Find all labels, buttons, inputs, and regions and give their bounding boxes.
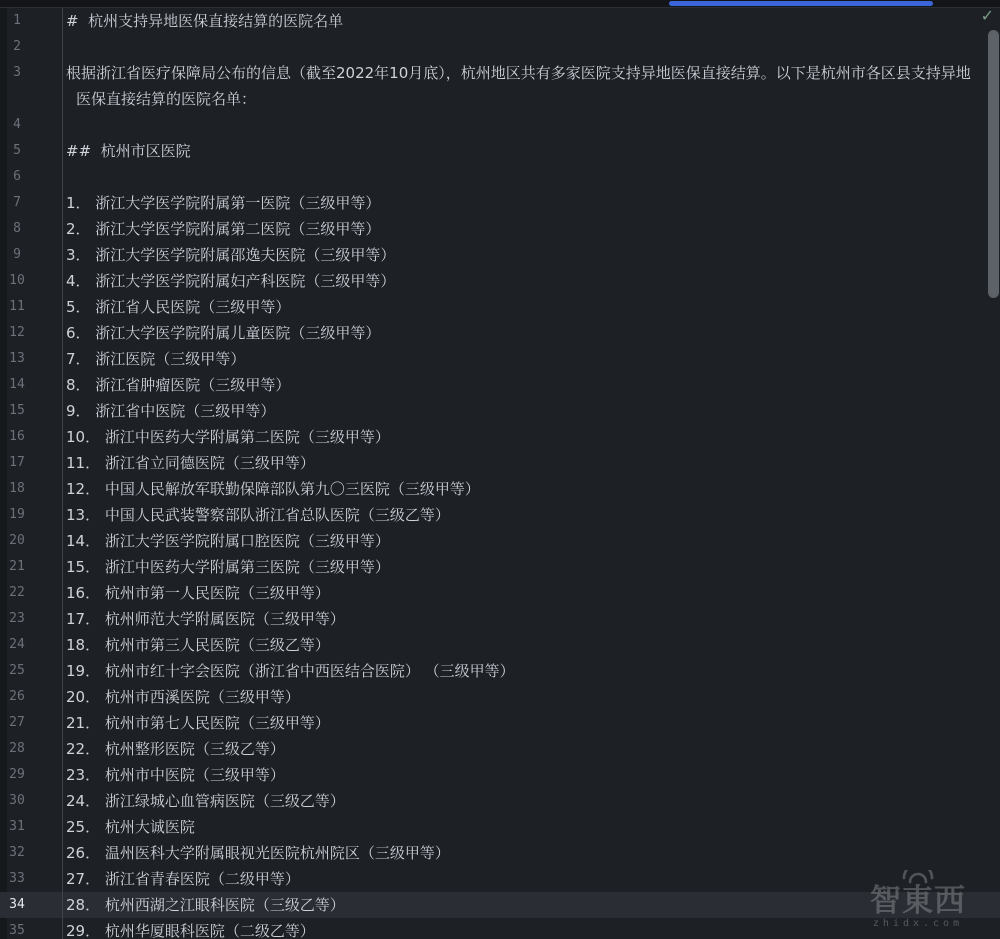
line-gutter [0,190,63,216]
line-text[interactable]: 26． 温州医科大学附属眼视光医院杭州院区（三级甲等） [66,844,450,862]
editor-line[interactable] [0,632,1000,658]
editor-line[interactable] [0,554,1000,580]
editor-line[interactable] [0,476,1000,502]
editor-line[interactable] [0,528,1000,554]
line-text[interactable]: 根据浙江省医疗保障局公布的信息（截至2022年10月底），杭州地区共有多家医院支持异地医保直接结算。以下是杭州市各区县支持异地医保直接结算的医院名单： [66,64,971,108]
line-gutter [0,424,63,450]
line-text[interactable]: 2． 浙江大学医学院附属第二医院（三级甲等） [66,220,381,238]
editor-line[interactable] [0,112,1000,138]
line-text[interactable]: 25． 杭州大诚医院 [66,818,195,836]
scrollbar[interactable] [987,8,1000,939]
line-gutter [0,138,63,164]
line-number: 3 [13,65,21,80]
line-gutter [0,814,63,840]
scrollbar-thumb[interactable] [988,30,999,298]
editor-line[interactable] [0,372,1000,398]
line-text[interactable]: 14． 浙江大学医学院附属口腔医院（三级甲等） [66,532,390,550]
line-number: 31 [9,819,25,834]
markdown-editor[interactable] [0,8,1000,939]
editor-line[interactable] [0,320,1000,346]
line-gutter [0,346,63,372]
line-gutter [0,554,63,580]
editor-line[interactable] [0,8,1000,34]
line-number: 16 [9,429,25,444]
editor-line[interactable] [0,840,1000,866]
line-number: 17 [9,455,25,470]
line-gutter [0,112,63,138]
line-number: 8 [13,221,21,236]
editor-line[interactable] [0,60,1000,112]
line-number: 22 [9,585,25,600]
line-gutter [0,294,63,320]
line-text[interactable]: 22． 杭州整形医院（三级乙等） [66,740,285,758]
editor-line[interactable] [0,736,1000,762]
editor-line[interactable] [0,190,1000,216]
line-number: 12 [9,325,25,340]
titlebar [0,0,1000,8]
line-text[interactable]: 24． 浙江绿城心血管病医院（三级乙等） [66,792,345,810]
line-number: 5 [13,143,21,158]
line-gutter [0,398,63,424]
line-text[interactable]: 16． 杭州市第一人民医院（三级甲等） [66,584,330,602]
line-text[interactable]: 6． 浙江大学医学院附属儿童医院（三级甲等） [66,324,381,342]
line-gutter [0,762,63,788]
line-text[interactable]: 1． 浙江大学医学院附属第一医院（三级甲等） [66,194,381,212]
line-gutter [0,450,63,476]
editor-line[interactable] [0,502,1000,528]
line-number: 33 [9,871,25,886]
line-gutter [0,580,63,606]
line-gutter [0,268,63,294]
line-text[interactable]: 8． 浙江省肿瘤医院（三级甲等） [66,376,291,394]
line-number: 29 [9,767,25,782]
line-text[interactable]: 29． 杭州华厦眼科医院（二级乙等） [66,922,315,939]
line-text[interactable]: 4． 浙江大学医学院附属妇产科医院（三级甲等） [66,272,396,290]
line-number: 21 [9,559,25,574]
editor-line[interactable] [0,424,1000,450]
line-gutter [0,892,63,918]
line-text[interactable]: 23． 杭州市中医院（三级甲等） [66,766,285,784]
editor-line[interactable] [0,294,1000,320]
line-number: 11 [9,299,25,314]
line-number: 2 [13,39,21,54]
line-gutter [0,866,63,892]
editor-line[interactable] [0,450,1000,476]
editor-line[interactable] [0,684,1000,710]
editor-line[interactable] [0,138,1000,164]
line-number: 19 [9,507,25,522]
line-gutter [0,216,63,242]
editor-line[interactable] [0,268,1000,294]
line-number: 25 [9,663,25,678]
line-gutter [0,164,63,190]
editor-line[interactable] [0,814,1000,840]
line-text[interactable]: 18． 杭州市第三人民医院（三级乙等） [66,636,330,654]
line-number: 30 [9,793,25,808]
line-text[interactable]: 20． 杭州市西溪医院（三级甲等） [66,688,300,706]
line-text[interactable]: 12． 中国人民解放军联勤保障部队第九〇三医院（三级甲等） [66,480,480,498]
line-gutter [0,788,63,814]
line-text[interactable]: 28． 杭州西湖之江眼科医院（三级乙等） [66,896,345,914]
line-gutter [0,736,63,762]
line-gutter [0,60,63,112]
watermark-logo: 智東西 [870,883,966,919]
line-text[interactable]: 19． 杭州市红十字会医院（浙江省中西医结合医院） （三级甲等） [66,662,515,680]
line-number: 18 [9,481,25,496]
editor-line[interactable] [0,658,1000,684]
watermark-domain: zhidx.com [872,918,964,929]
line-number: 26 [9,689,25,704]
progress-bar [669,1,933,6]
editor-line[interactable] [0,866,1000,892]
line-number: 28 [9,741,25,756]
editor-line[interactable] [0,892,1000,918]
line-gutter [0,320,63,346]
line-gutter [0,658,63,684]
line-gutter [0,918,63,939]
editor-line[interactable] [0,788,1000,814]
line-number: 23 [9,611,25,626]
line-gutter [0,710,63,736]
line-number: 4 [13,117,21,132]
line-text[interactable]: 10． 浙江中医药大学附属第二医院（三级甲等） [66,428,390,446]
line-number: 10 [9,273,25,288]
editor-line[interactable] [0,762,1000,788]
line-gutter [0,840,63,866]
editor-line[interactable] [0,242,1000,268]
editor-line[interactable] [0,34,1000,60]
line-number: 24 [9,637,25,652]
line-number: 20 [9,533,25,548]
line-text[interactable]: 13． 中国人民武装警察部队浙江省总队医院（三级乙等） [66,506,450,524]
editor-line[interactable] [0,918,1000,939]
line-text[interactable]: 17． 杭州师范大学附属医院（三级甲等） [66,610,345,628]
line-gutter [0,476,63,502]
line-gutter [0,528,63,554]
line-text[interactable]: 5． 浙江省人民医院（三级甲等） [66,298,291,316]
line-number: 6 [13,169,21,184]
line-gutter [0,8,63,34]
check-icon: ✓ [980,6,994,25]
editor-line[interactable] [0,216,1000,242]
editor-line[interactable] [0,346,1000,372]
editor-line[interactable] [0,164,1000,190]
line-gutter [0,606,63,632]
editor-line[interactable] [0,710,1000,736]
line-number: 1 [13,13,21,28]
line-gutter [0,34,63,60]
line-number: 15 [9,403,25,418]
line-gutter [0,684,63,710]
line-number: 9 [13,247,21,262]
line-text[interactable]: 27． 浙江省青春医院（二级甲等） [66,870,300,888]
editor-line[interactable] [0,580,1000,606]
line-text[interactable]: 3． 浙江大学医学院附属邵逸夫医院（三级甲等） [66,246,396,264]
line-number: 32 [9,845,25,860]
line-number: 13 [9,351,25,366]
line-text[interactable]: 9． 浙江省中医院（三级甲等） [66,402,276,420]
line-text[interactable]: 15． 浙江中医药大学附属第三医院（三级甲等） [66,558,390,576]
line-text[interactable]: 11． 浙江省立同德医院（三级甲等） [66,454,315,472]
line-gutter [0,372,63,398]
line-number: 35 [9,923,25,938]
line-number: 14 [9,377,25,392]
line-number: 7 [13,195,21,210]
line-text[interactable]: 7． 浙江医院（三级甲等） [66,350,246,368]
line-gutter [0,242,63,268]
line-text[interactable]: 21． 杭州市第七人民医院（三级甲等） [66,714,330,732]
editor-line[interactable] [0,398,1000,424]
line-number: 27 [9,715,25,730]
editor-line[interactable] [0,606,1000,632]
line-gutter [0,502,63,528]
line-text[interactable]: ## 杭州市区医院 [66,142,191,160]
line-gutter [0,632,63,658]
line-number: 34 [9,897,25,912]
line-text[interactable]: # 杭州支持异地医保直接结算的医院名单 [66,12,344,30]
